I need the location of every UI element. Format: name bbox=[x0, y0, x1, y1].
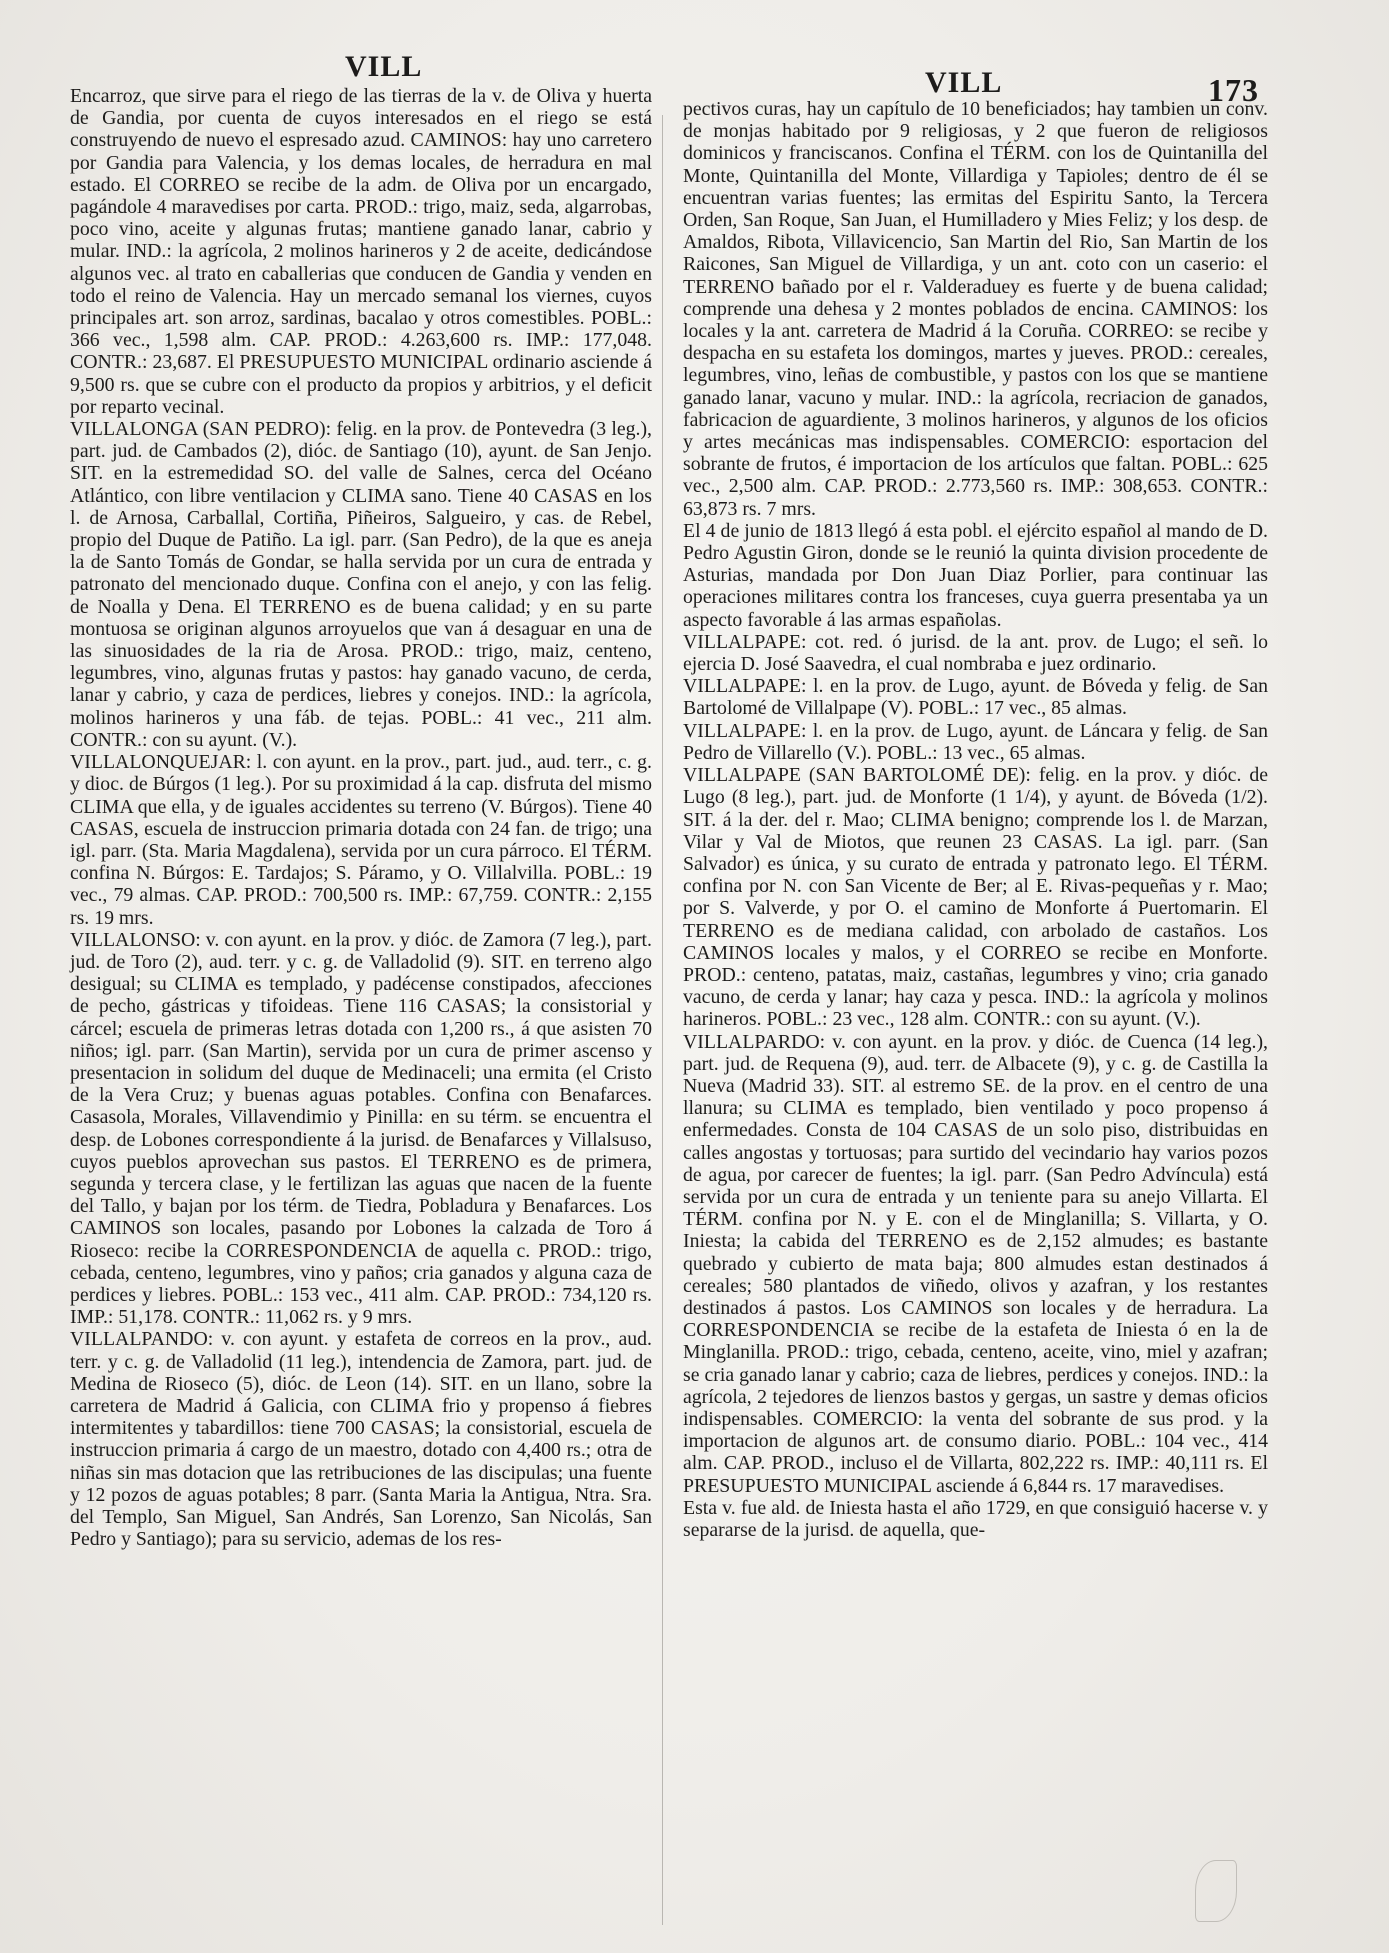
entry-paragraph: VILLALPAPE: cot. red. ó jurisd. de la ant. prov. de Lugo; el señ. lo ejercia D. José Saavedra, el cual nombraba e juez ordinario. bbox=[683, 630, 1268, 676]
entry-paragraph: VILLALPANDO: v. con ayunt. y estafeta de correos en la prov., aud. terr. y c. g. de Valladolid (11 leg.), intendencia de Zamora, part. jud. de Medina de Rioseco (5), dióc. de Leon (14). SIT. en un llano, sobre la carretera de Madrid á Galicia, con CLIMA frio y propenso á fiebres intermitentes y tabardillos: tiene 700 CASAS; la consistorial, escuela de instruccion primaria á cargo de un maestro, dotado con 4,400 rs.; otra de niñas sin mas dotacion que las retribuciones de las discipulas; una fuente y 12 pozos de aguas potables; 8 parr. (Santa Maria la Antigua, Ntra. Sra. del Templo, San Miguel, San Andrés, San Lorenzo, San Nicolás, San Pedro y Santiago); para su servicio, ademas de los res- bbox=[70, 1328, 652, 1551]
entry-paragraph: VILLALONSO: v. con ayunt. en la prov. y dióc. de Zamora (7 leg.), part. jud. de Toro (2), aud. terr. y c. g. de Valladolid (9). SIT. en terreno algo desigual; su CLIMA es templado, y padécense constipados, afecciones de pecho, gástricas y tifoideas. Tiene 116 CASAS; la consistorial y cárcel; escuela de primeras letras dotada con 1,200 rs., á que asisten 70 niños; igl. parr. (San Martin), servida por un cura de primer ascenso y presentacion in solidum del duque de Medinaceli; una ermita (el Cristo de la Vera Cruz; y buenas aguas potables. Confina con Benafarces. Casasola, Morales, Villavendimio y Pinilla: en su térm. se encuentra el desp. de Lobones correspondiente á la jurisd. de Benafarces y Villalsuso, cuyos pueblos aprovechan sus pastos. El TERRENO es de primera, segunda y tercera clase, y le fertilizan las aguas que nacen de la fuente del Tallo, y bajan por los térm. de Tiedra, Pobladura y Benafarces. Los CAMINOS son locales, pasando por Lobones la calzada de Toro á Rioseco: recibe la CORRESPONDENCIA de aquella c. PROD.: trigo, cebada, centeno, legumbres, vino y paños; cria ganados y alguna caza de perdices y liebres. POBL.: 153 vec., 411 alm. CAP. PROD.: 734,120 rs. IMP.: 51,178. CONTR.: 11,062 rs. y 9 mrs. bbox=[70, 928, 652, 1329]
column-divider bbox=[662, 115, 663, 1925]
left-column bbox=[70, 85, 652, 1550]
entry-paragraph: pectivos curas, hay un capítulo de 10 beneficiados; hay tambien un conv. de monjas habitado por 9 religiosas, y 2 que fueron de religiosos dominicos y franciscanos. Confina el TÉRM. con los de Quintanilla del Monte, Quintanilla del Monte, Villardiga y Tapioles; dentro de él se encuentran varias fuentes; las ermitas del Espiritu Santo, la Tercera Orden, San Roque, San Juan, el Humilladero y Mies Feliz; y los desp. de Amaldos, Ribota, Villavicencio, San Martin del Rio, San Martin de los Raicones, San Miguel de Villardiga, y un ant. coto con un caserio: el TERRENO bañado por el r. Valderaduey es fuerte y de buena calidad; comprende una dehesa y 2 montes poblados de encina. CAMINOS: los locales y la ant. carretera de Madrid á la Coruña. CORREO: se recibe y despacha en su estafeta los domingos, martes y jueves. PROD.: cereales, legumbres, vino, leñas de combustible, y pastos con los que se mantiene ganado lanar, vacuno y mular. IND.: la agrícola, recriacion de ganados, fabricacion de aguardiente, 3 molinos harineros, y algunos de los oficios y artes mecánicas mas indispensables. COMERCIO: esportacion del sobrante de frutos, é importacion de los artículos que faltan. POBL.: 625 vec., 2,500 alm. CAP. PROD.: 2.773,560 rs. IMP.: 308,653. CONTR.: 63,873 rs. 7 mrs. bbox=[683, 98, 1268, 520]
entry-paragraph: VILLALONQUEJAR: l. con ayunt. en la prov., part. jud., aud. terr., c. g. y dioc. de Búrgos (1 leg.). Por su proximidad á la cap. disfruta del mismo CLIMA que ella, y de iguales accidentes su terreno (V. Búrgos). Tiene 40 CASAS, escuela de instruccion primaria dotada con 24 fan. de trigo; una igl. parr. (Sta. Maria Magdalena), servida por un cura párroco. El TÉRM. confina N. Búrgos: E. Tardajos; S. Páramo, y O. Villalvilla. POBL.: 19 vec., 79 almas. CAP. PROD.: 700,500 rs. IMP.: 67,759. CONTR.: 2,155 rs. 19 mrs. bbox=[70, 751, 652, 929]
running-header-left: VILL bbox=[345, 50, 423, 83]
entry-paragraph: VILLALONGA (SAN PEDRO): felig. en la prov. de Pontevedra (3 leg.), part. jud. de Cambados (2), dióc. de Santiago (10), ayunt. de San Jenjo. SIT. en la estremedidad SO. del valle de Salnes, cerca del Océano Atlántico, con libre ventilacion y CLIMA sano. Tiene 40 CASAS en los l. de Arnosa, Carballal, Cortiña, Piñeiros, Salgueiro, y cas. de Rebel, propio del Duque de Patiño. La igl. parr. (San Pedro), de la que es aneja la de Santo Tomás de Gondar, se halla servida por un cura de entrada y patronato del mencionado duque. Confina con el anejo, y con las felig. de Noalla y Dena. El TERRENO es de buena calidad; y en su parte montuosa se originan algunos arroyuelos que van á desaguar en una de las sinuosidades de la ria de Arosa. PROD.: trigo, maiz, centeno, legumbres, vino, algunas frutas y pastos: hay ganado vacuno, de cerda, lanar y cabrio, y caza de perdices, liebres y conejos. IND.: la agrícola, molinos harineros y una fáb. de tejas. POBL.: 41 vec., 211 alm. CONTR.: con su ayunt. (V.). bbox=[70, 418, 652, 751]
entry-paragraph: VILLALPAPE (SAN BARTOLOMÉ DE): felig. en la prov. y dióc. de Lugo (8 leg.), part. jud. de Monforte (1 1/4), y ayunt. de Bóveda (1/2). SIT. á la der. del r. Mao; CLIMA benigno; comprende los l. de Marzan, Vilar y Val de Miotos, que reunen 23 CASAS. La igl. parr. (San Salvador) es única, y su curato de entrada y patronato lego. El TÉRM. confina por N. con San Vicente de Ber; al E. Rivas-pequeñas y r. Mao; por S. Valverde, y por O. el camino de Monforte á Puertomarin. El TERRENO es de mediana calidad, con arbolado de castaños. Los CAMINOS locales y malos, y el CORREO se recibe en Monforte. PROD.: centeno, patatas, maiz, castañas, legumbres y vino; cria ganado vacuno, de cerda y lanar; hay caza y pesca. IND.: la agrícola y molinos harineros. POBL.: 23 vec., 128 alm. CONTR.: con su ayunt. (V.). bbox=[683, 764, 1268, 1031]
page-number: 173 bbox=[1208, 72, 1259, 108]
entry-paragraph: VILLALPARDO: v. con ayunt. en la prov. y dióc. de Cuenca (14 leg.), part. jud. de Requena (9), aud. terr. de Albacete (9), y c. g. de Castilla la Nueva (Madrid 33). SIT. al estremo SE. de la prov. en el centro de una llanura; su CLIMA es templado, bien ventilado y poco propenso á enfermedades. Consta de 104 CASAS de un solo piso, distribuidas en calles angostas y tortuosas; para surtido del vecindario hay varios pozos de agua, por carecer de fuentes; la igl. parr. (San Pedro Advíncula) está servida por un cura de entrada y un teniente para su anejo Villarta. El TÉRM. confina por N. y E. con el de Minglanilla; S. Villarta, y O. Iniesta; la cabida del TERRENO es de 2,152 almudes; es bastante quebrado y cubierto de mata baja; 800 almudes estan destinados á cereales; 580 plantados de viñedo, olivos y azafran, y los restantes destinados á pastos. Los CAMINOS son locales y de herradura. La CORRESPONDENCIA se recibe de la estafeta de Iniesta ó en la de Minglanilla. PROD.: trigo, cebada, centeno, aceite, vino, miel y azafran; se cria ganado lanar y cabrio; caza de liebres, perdices y conejos. IND.: la agrícola, 2 tejedores de lienzos bastos y gergas, un sastre y demas oficios indispensables. COMERCIO: la venta del sobrante de sus prod. y la importacion de algunos art. de consumo diario. POBL.: 104 vec., 414 alm. CAP. PROD., incluso el de Villarta, 802,222 rs. IMP.: 40,111 rs. El PRESUPUESTO MUNICIPAL asciende á 6,844 rs. 17 maravedises. bbox=[683, 1030, 1268, 1497]
entry-paragraph: VILLALPAPE: l. en la prov. de Lugo, ayunt. de Láncara y felig. de San Pedro de Villarello (V.). POBL.: 13 vec., 65 almas. bbox=[683, 719, 1268, 764]
entry-paragraph: El 4 de junio de 1813 llegó á esta pobl. el ejército español al mando de D. Pedro Agustin Giron, donde se le reunió la quinta division procedente de Asturias, mandada por Don Juan Diaz Porlier, para continuar las operaciones militares contra los franceses, cuya guerra presentaba ya un aspecto favorable á las armas españolas. bbox=[683, 519, 1268, 631]
entry-paragraph: VILLALPAPE: l. en la prov. de Lugo, ayunt. de Bóveda y felig. de San Bartolomé de Villalpape (V). POBL.: 17 vec., 85 almas. bbox=[683, 675, 1268, 720]
running-header-right: VILL bbox=[925, 66, 1003, 99]
pencil-mark bbox=[1195, 1860, 1237, 1922]
entry-paragraph: Esta v. fue ald. de Iniesta hasta el año 1729, en que consiguió hacerse v. y separarse de la jurisd. de aquella, que- bbox=[683, 1496, 1268, 1541]
right-column bbox=[683, 98, 1268, 1541]
entry-paragraph: Encarroz, que sirve para el riego de las tierras de la v. de Oliva y huerta de Gandia, por cuenta de cuyos interesados en el riego se está construyendo de nuevo el espresado azud. CAMINOS: hay uno carretero por Gandia para Valencia, y los demas locales, de herradura en mal estado. El CORREO se recibe de la adm. de Oliva por un encargado, pagándole 4 maravedises por carta. PROD.: trigo, maiz, seda, algarrobas, poco vino, aceite y algunas frutas; mantiene ganado lanar, cabrio y mular. IND.: la agrícola, 2 molinos harineros y 2 de aceite, dedicándose algunos vec. al trato en caballerias que conducen de Gandia y venden en todo el reino de Valencia. Hay un mercado semanal los viernes, cuyos principales art. son arroz, sardinas, bacalao y otros comestibles. POBL.: 366 vec., 1,598 alm. CAP. PROD.: 4.263,600 rs. IMP.: 177,048. CONTR.: 23,687. El PRESUPUESTO MUNICIPAL ordinario asciende á 9,500 rs. que se cubre con el producto da propios y arbitrios, y el deficit por reparto vecinal. bbox=[70, 85, 652, 418]
